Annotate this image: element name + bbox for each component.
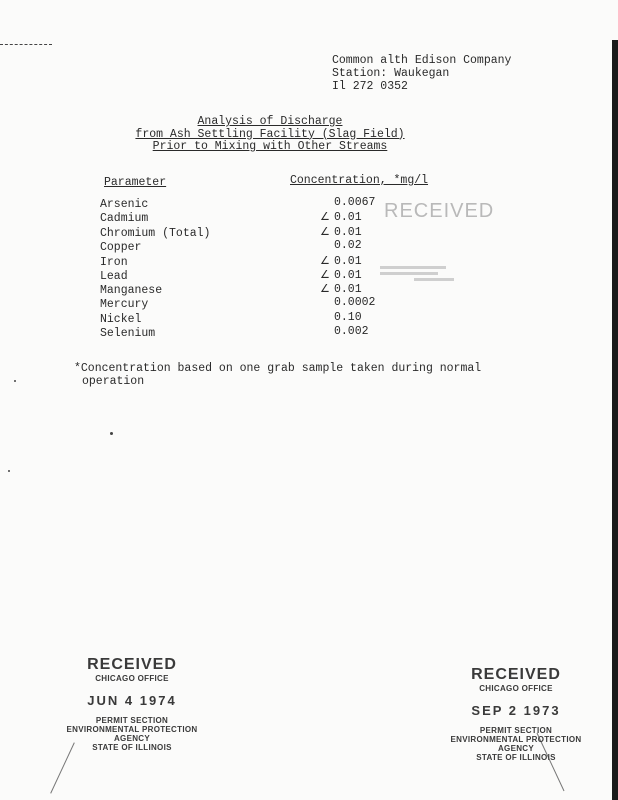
less-than-mark: ∠ [320, 268, 330, 281]
concentration-value: 0.01 [334, 269, 362, 282]
stamp-section: PERMIT SECTION [479, 726, 553, 735]
document-title [100, 116, 440, 154]
table-row-parameter: Mercury [100, 298, 149, 311]
footnote [74, 362, 514, 388]
faint-received-stamp: RECEIVED [384, 200, 495, 222]
footnote-line-1: *Concentration based on one grab sample taken during normal [74, 362, 482, 375]
less-than-mark: ∠ [320, 225, 330, 238]
concentration-value: 0.01 [334, 283, 362, 296]
table-row-value [320, 282, 390, 296]
table-row-value [320, 325, 390, 338]
corner-mark [0, 44, 52, 53]
title-line-2: from Ash Settling Facility (Slag Field) [135, 127, 405, 141]
concentration-value: 0.002 [334, 325, 369, 338]
concentration-value: 0.01 [334, 211, 362, 224]
concentration-value: 0.10 [334, 311, 362, 324]
less-than-mark: ∠ [320, 254, 330, 267]
stamp-state: STATE OF ILLINOIS [476, 753, 556, 762]
concentration-value: 0.0067 [334, 196, 376, 209]
less-than-mark: ∠ [320, 282, 330, 295]
faint-stamp-lines [380, 266, 454, 284]
footnote-line-2: operation [82, 375, 145, 388]
stamp-office: CHICAGO OFFICE [479, 684, 553, 693]
stamp-title: RECEIVED [471, 666, 561, 683]
stamp-section: PERMIT SECTION [95, 716, 169, 725]
table-row-parameter: Selenium [100, 327, 156, 340]
concentration-value: 0.01 [334, 226, 362, 239]
concentration-value: 0.02 [334, 239, 362, 252]
received-stamp-right [432, 666, 600, 762]
table-row-value [320, 311, 390, 324]
stamp-agency: ENVIRONMENTAL PROTECTION AGENCY [450, 735, 582, 753]
less-than-mark: ∠ [320, 210, 330, 223]
column-header-parameter: Parameter [104, 176, 167, 189]
title-line-1: Analysis of Discharge [197, 115, 343, 128]
table-row-value [320, 196, 390, 209]
table-row-parameter: Iron [100, 256, 128, 269]
table-row-parameter: Lead [100, 270, 128, 283]
stamp-date: JUN 4 1974 [87, 693, 177, 708]
table-row-parameter: Cadmium [100, 212, 149, 225]
table-row-parameter: Chromium (Total) [100, 227, 211, 240]
stamp-state: STATE OF ILLINOIS [92, 743, 172, 752]
concentration-value: 0.01 [334, 255, 362, 268]
table-row-value [320, 210, 390, 224]
table-row-value [320, 239, 390, 252]
stamp-agency: ENVIRONMENTAL PROTECTION AGENCY [66, 725, 198, 743]
permit-number: Il 272 0352 [332, 80, 408, 93]
received-stamp-left [48, 656, 216, 752]
ink-speck [110, 432, 113, 435]
table-row-parameter: Arsenic [100, 198, 149, 211]
company-header [332, 54, 511, 93]
concentration-value: 0.0002 [334, 296, 376, 309]
station-line: Station: Waukegan [332, 67, 450, 80]
title-line-3: Prior to Mixing with Other Streams [152, 140, 388, 153]
stamp-title: RECEIVED [87, 656, 177, 673]
ink-speck [14, 380, 16, 382]
company-name: Common alth Edison Company [332, 54, 512, 67]
ink-speck [8, 470, 10, 472]
stamp-date: SEP 2 1973 [471, 703, 561, 718]
column-header-concentration: Concentration, *mg/l [290, 174, 429, 187]
table-row-parameter: Manganese [100, 284, 163, 297]
table-row-value [320, 296, 390, 309]
table-row-parameter: Nickel [100, 313, 142, 326]
table-row-value [320, 225, 390, 239]
scan-edge-shadow [612, 40, 618, 800]
stamp-office: CHICAGO OFFICE [95, 674, 169, 683]
table-row-parameter: Copper [100, 241, 142, 254]
